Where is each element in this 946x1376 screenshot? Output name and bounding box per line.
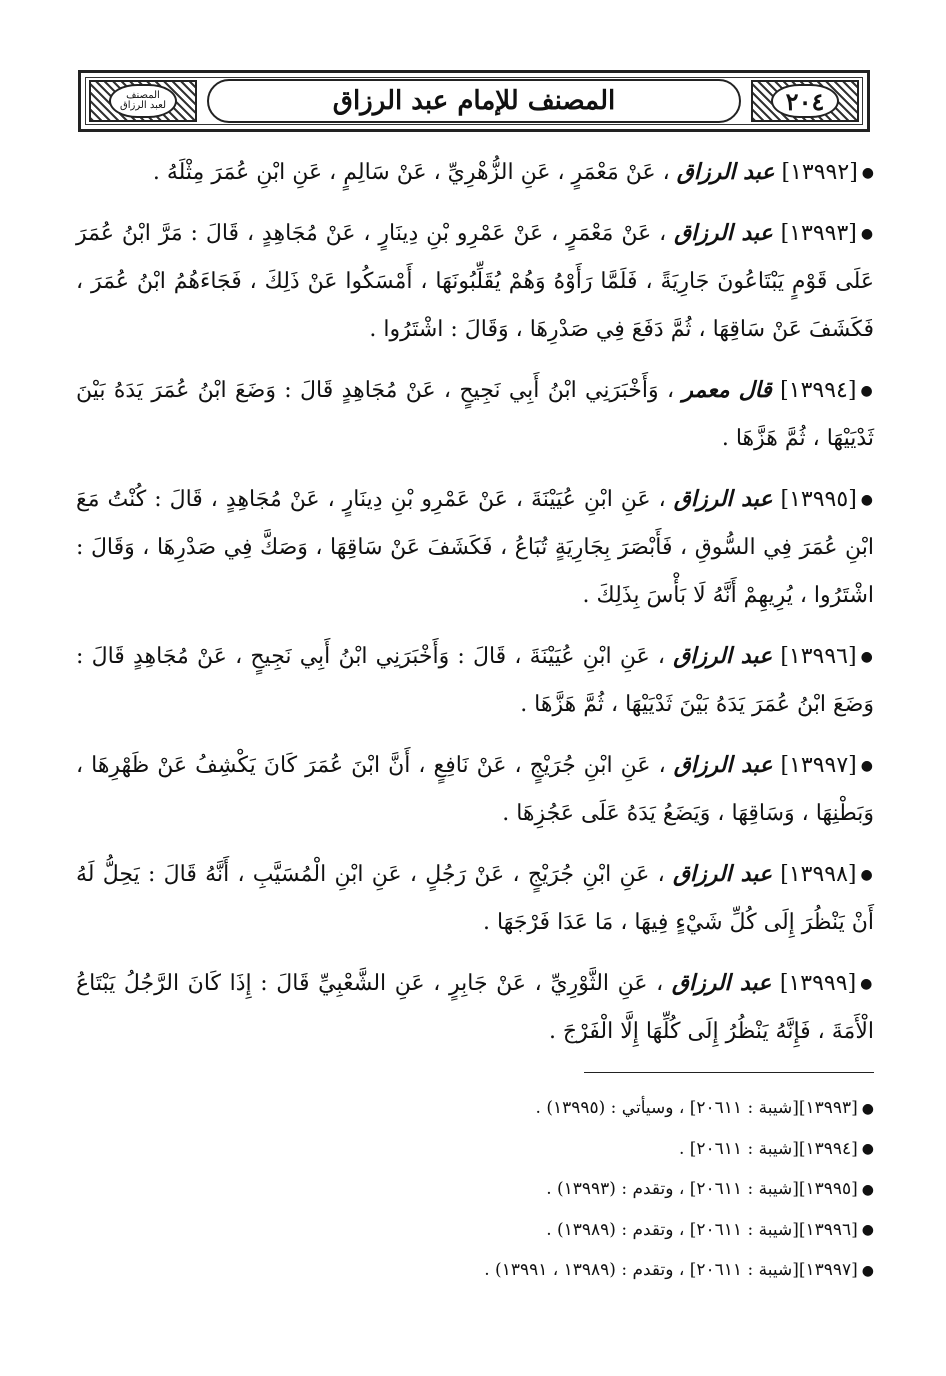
footnotes xyxy=(76,1088,874,1291)
bullet-icon: ● xyxy=(860,649,875,665)
hadith-narrator: قال معمر xyxy=(682,377,772,403)
hadith-narrator: عبد الرزاق xyxy=(673,486,773,512)
hadith-narrator: عبد الرزاق xyxy=(672,861,772,887)
footnote-item xyxy=(76,1250,874,1291)
hadith-13992 xyxy=(76,148,874,197)
book-seal xyxy=(109,84,177,118)
footnote-text: [شيبة : ٢٠٦١١] ، وتقدم : (١٣٩٨٩) . xyxy=(546,1219,799,1240)
hadith-13994 xyxy=(76,366,874,463)
hadith-text: ، عَنِ ابْنِ جُرَيْجٍ ، عَنْ رَجُلٍ ، عَنِ ابْنِ الْمُسَيَّبِ ، أَنَّهُ قَالَ : يَحِلُّ لَهُ أَنْ يَنْظُرَ إِلَى كُلِّ شَيْءٍ فِيهَا ، مَا عَدَا فَرْجَهَا . xyxy=(76,862,874,935)
hadith-number: [١٣٩٩٣] xyxy=(780,221,857,246)
footnote-number: [١٣٩٩٤] xyxy=(798,1138,858,1159)
footnote-item xyxy=(76,1210,874,1251)
hadith-number: [١٣٩٩٤] xyxy=(780,378,857,403)
footnote-item xyxy=(76,1169,874,1210)
hadith-list xyxy=(76,148,874,1068)
hadith-13998 xyxy=(76,850,874,947)
hadith-text: ، عَنِ الثَّوْرِيِّ ، عَنْ جَابِرٍ ، عَنِ الشَّعْبِيِّ قَالَ : إِذَا كَانَ الرَّجُلُ يَبْتَاعُ الْأَمَةَ ، فَإِنَّهُ يَنْظُرُ إِلَى كُلِّهَا إِلَّا الْفَرْجَ . xyxy=(76,971,874,1044)
bullet-icon: ● xyxy=(860,383,874,399)
footnote-number: [١٣٩٩٦] xyxy=(798,1219,858,1240)
seal-line-1: المصنف xyxy=(126,90,160,101)
bullet-icon: ● xyxy=(860,976,874,992)
hadith-narrator: عبد الرزاق xyxy=(674,220,773,246)
hadith-number: [١٣٩٩٧] xyxy=(780,753,857,778)
footnote-text: [شيبة : ٢٠٦١١] ، وتقدم : (١٣٩٨٩ ، ١٣٩٩١) . xyxy=(484,1260,799,1280)
hadith-narrator: عبد الرزاق xyxy=(673,752,773,778)
hadith-text: ، عَنِ ابْنِ عُيَيْنَةَ ، قَالَ : وَأَخْبَرَنِي ابْنُ أَبِي نَجِيحٍ ، عَنْ مُجَاهِدٍ قَالَ : وَضَعَ ابْنُ عُمَرَ يَدَهُ بَيْنَ ثَدْيَيْهَا ، ثُمَّ هَزَّهَا . xyxy=(76,644,874,717)
book-seal-ornament xyxy=(89,80,197,122)
bullet-icon: ● xyxy=(860,758,875,774)
hadith-narrator: عبد الرزاق xyxy=(673,643,773,669)
footnote-number: [١٣٩٩٧] xyxy=(798,1260,858,1280)
hadith-text: ، عَنِ ابْنِ جُرَيْجٍ ، عَنْ نَافِعٍ ، أَنَّ ابْنَ عُمَرَ كَانَ يَكْشِفُ عَنْ ظَهْرِهَا ، وَبَطْنِهَا ، وَسَاقِهَا ، وَيَضَعُ يَدَهُ عَلَى عَجُزِهَا . xyxy=(76,753,874,826)
page-title: المصنف للإمام عبد الرزاق xyxy=(207,79,741,123)
footnote-text: [شيبة : ٢٠٦١١] ، وسيأتي : (١٣٩٩٥) . xyxy=(535,1098,799,1118)
bullet-icon: ● xyxy=(861,1141,874,1157)
footnote-text: [شيبة : ٢٠٦١١] . xyxy=(678,1138,799,1159)
hadith-13996 xyxy=(76,632,874,729)
hadith-13997 xyxy=(76,741,874,838)
hadith-13999 xyxy=(76,959,874,1056)
seal-line-2: لعبد الرزاق xyxy=(119,100,167,111)
hadith-text: ، عَنِ ابْنِ عُيَيْنَةَ ، عَنْ عَمْرِو بْنِ دِينَارٍ ، عَنْ مُجَاهِدٍ ، قَالَ : كُنْتُ مَعَ ابْنِ عُمَرَ فِي السُّوقِ ، فَأَبْصَرَ بِجَارِيَةٍ تُبَاعُ ، فَكَشَفَ عَنْ سَاقِهَا ، وَصَكَّ فِي صَدْرِهَا ، وَقَالَ : اشْتَرُوا ، يُرِيهِمْ أَنَّهُ لَا بَأْسَ بِذَلِكَ . xyxy=(76,487,874,608)
hadith-narrator: عبد الرزاق xyxy=(676,159,775,185)
hadith-narrator: عبد الرزاق xyxy=(671,970,772,996)
bullet-icon: ● xyxy=(860,226,875,242)
hadith-13995 xyxy=(76,475,874,620)
bullet-icon: ● xyxy=(861,165,874,181)
footnote-divider xyxy=(584,1072,874,1073)
footnote-text: [شيبة : ٢٠٦١١] ، وتقدم : (١٣٩٩٣) . xyxy=(546,1179,799,1199)
bullet-icon: ● xyxy=(861,1262,874,1279)
hadith-number: [١٣٩٩٨] xyxy=(780,862,857,887)
page-header xyxy=(78,70,870,132)
bullet-icon: ● xyxy=(860,867,875,883)
bullet-icon: ● xyxy=(861,1100,874,1117)
hadith-text: ، عَنْ مَعْمَرٍ ، عَنِ الزُّهْرِيِّ ، عَنْ سَالِمٍ ، عَنِ ابْنِ عُمَرَ مِثْلَهُ . xyxy=(152,160,670,185)
hadith-number: [١٣٩٩٢] xyxy=(781,160,858,185)
footnote-number: [١٣٩٩٥] xyxy=(798,1179,858,1199)
hadith-number: [١٣٩٩٥] xyxy=(780,487,857,512)
bullet-icon: ● xyxy=(861,1222,874,1238)
footnote-number: [١٣٩٩٣] xyxy=(798,1098,858,1118)
hadith-text: ، عَنْ مَعْمَرٍ ، عَنْ عَمْرِو بْنِ دِينَارٍ ، عَنْ مُجَاهِدٍ ، قَالَ : مَرَّ ابْنُ عُمَرَ عَلَى قَوْمٍ يَبْتَاعُونَ جَارِيَةً ، فَلَمَّا رَأَوْهُ وَهُمْ يُقَلِّبُونَهَا ، أَمْسَكُوا عَنْ ذَلِكَ ، فَجَاءَهُمُ ابْنُ عُمَرَ ، فَكَشَفَ عَنْ سَاقِهَا ، ثُمَّ دَفَعَ فِي صَدْرِهَا ، وَقَالَ : اشْتَرُوا . xyxy=(76,221,874,342)
page-number-ornament xyxy=(751,80,859,122)
hadith-number: [١٣٩٩٦] xyxy=(780,644,857,669)
footnote-item xyxy=(76,1088,874,1129)
page-number: ٢٠٤ xyxy=(771,84,839,118)
hadith-text: ، وَأَخْبَرَنِي ابْنُ أَبِي نَجِيحٍ ، عَنْ مُجَاهِدٍ قَالَ : وَضَعَ ابْنُ عُمَرَ يَدَهُ بَيْنَ ثَدْيَيْهَا ، ثُمَّ هَزَّهَا . xyxy=(76,378,874,451)
hadith-13993 xyxy=(76,209,874,354)
bullet-icon: ● xyxy=(860,492,874,508)
hadith-number: [١٣٩٩٩] xyxy=(779,971,857,996)
footnote-item xyxy=(76,1129,874,1170)
bullet-icon: ● xyxy=(861,1181,874,1198)
